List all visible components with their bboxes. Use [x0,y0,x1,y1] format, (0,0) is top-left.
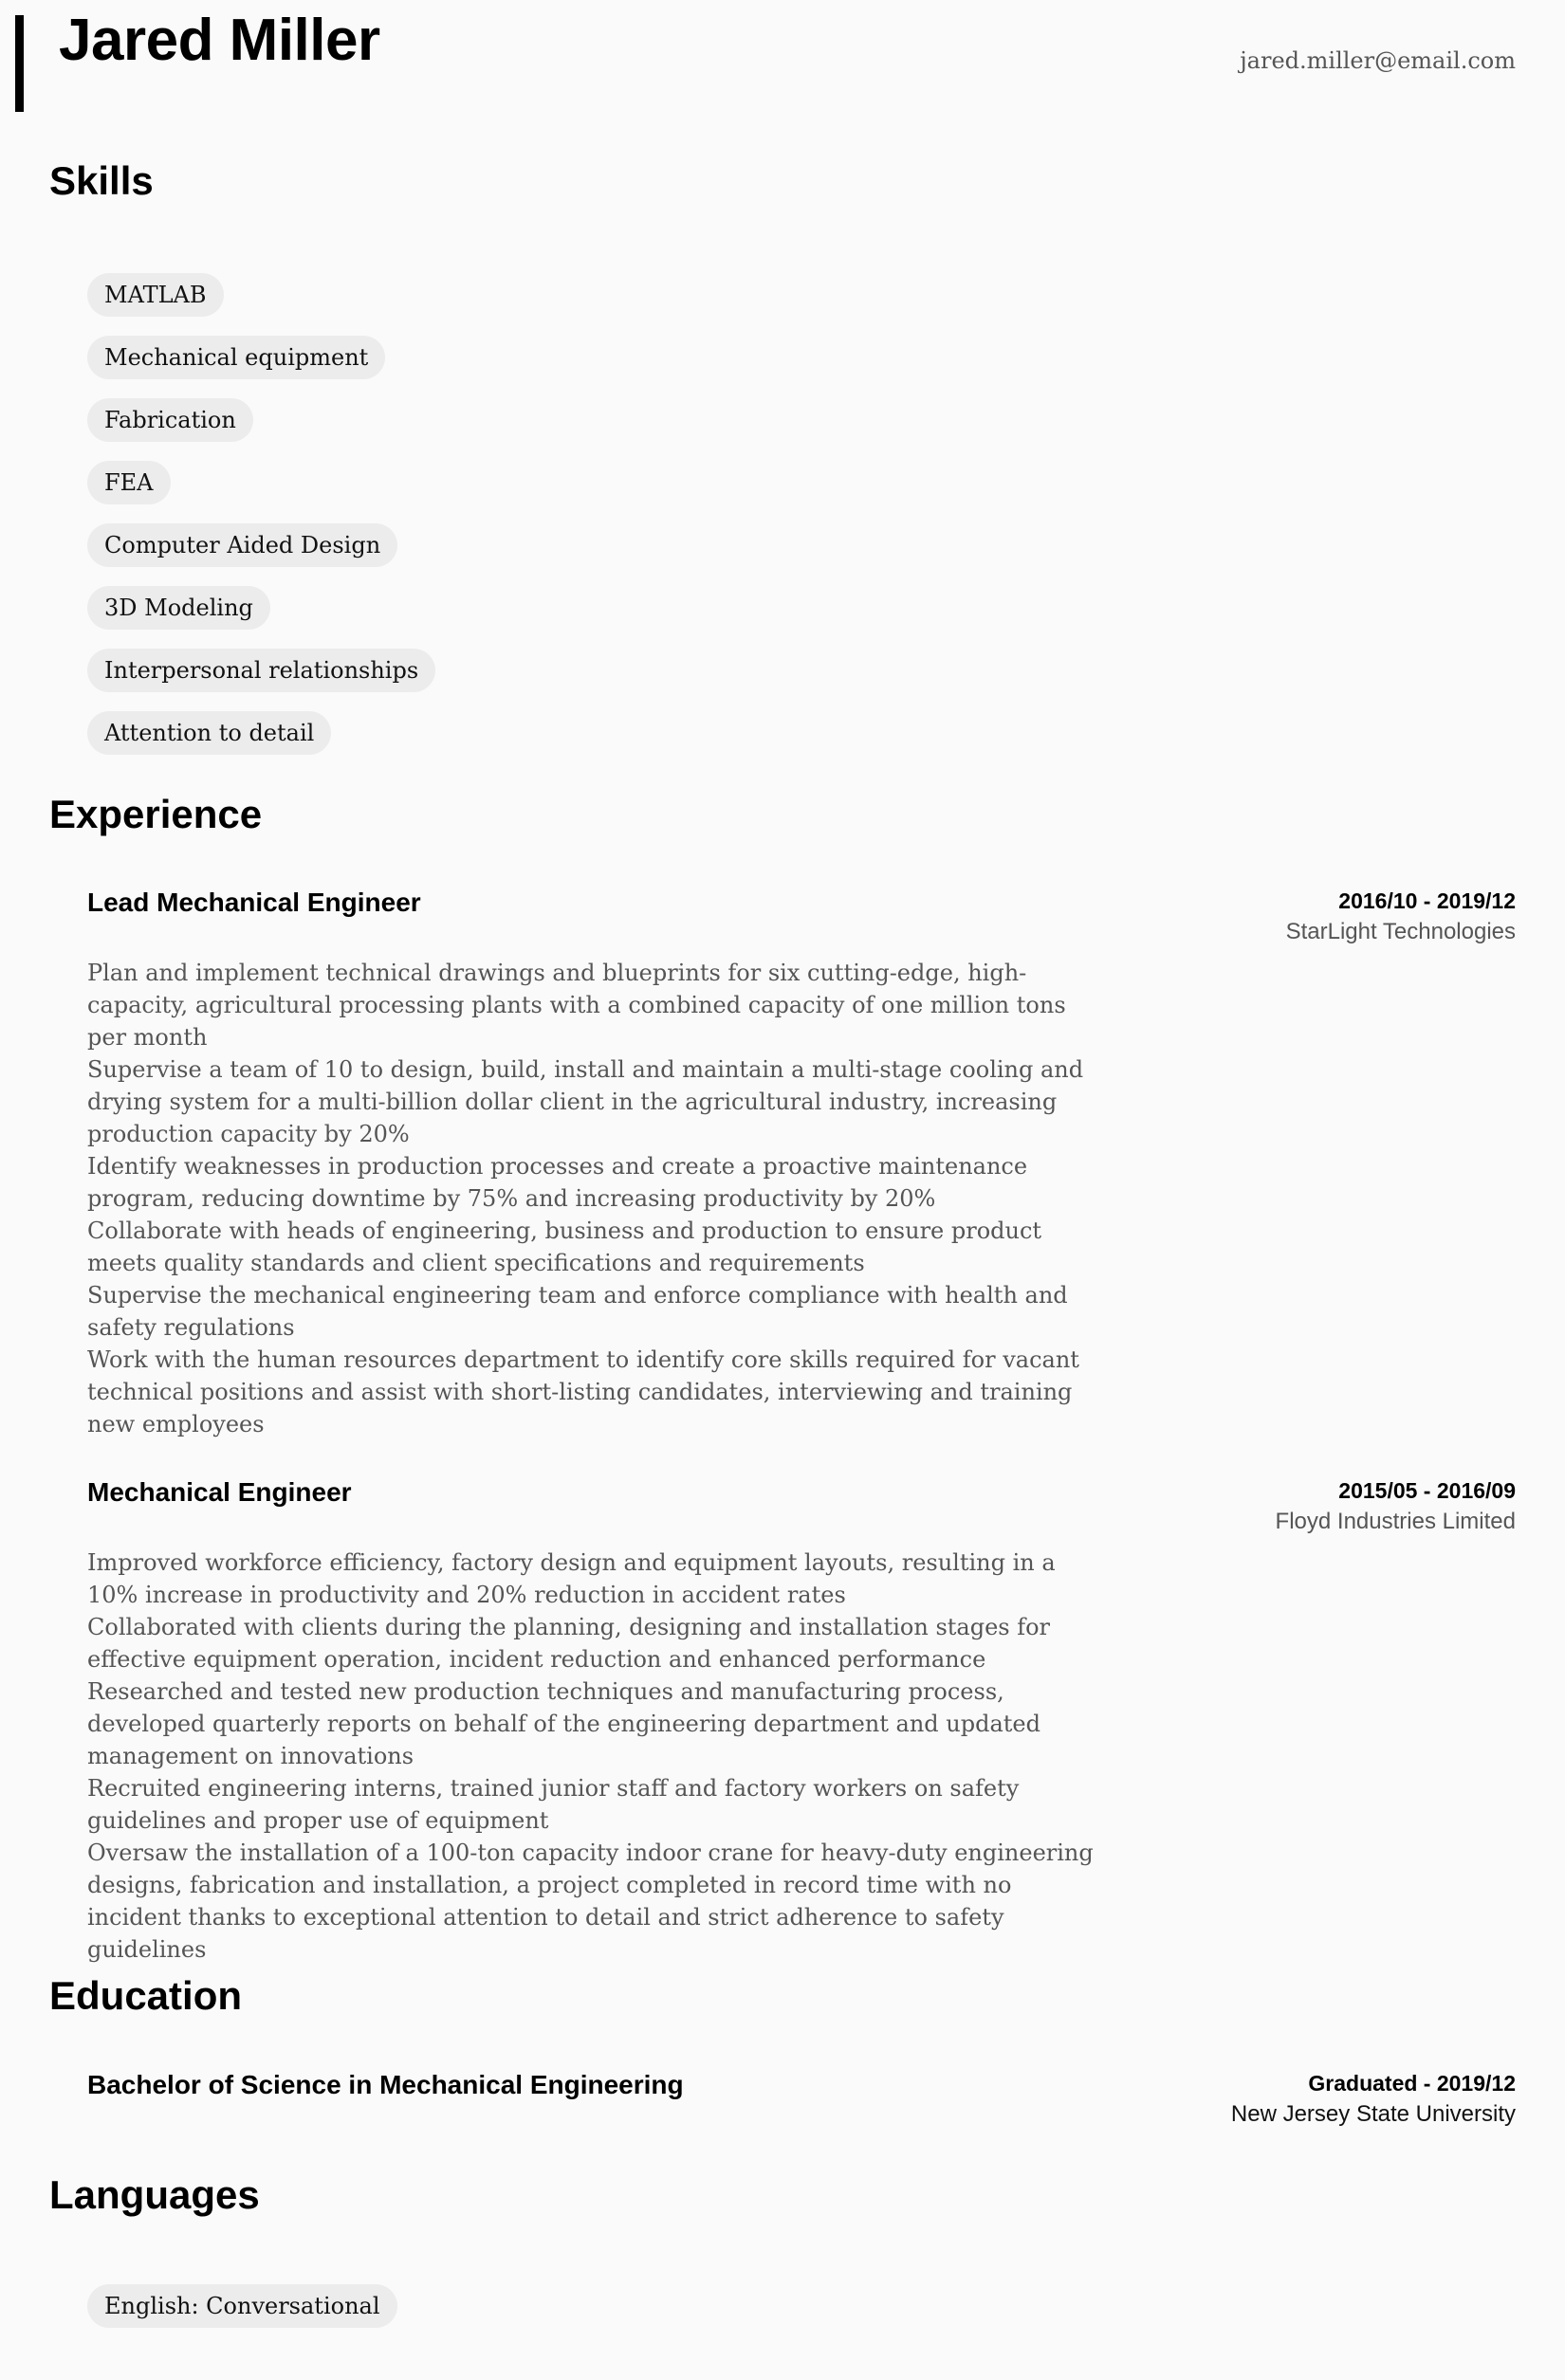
experience-entry [87,1476,1516,1966]
skills-list [87,273,435,774]
job-bullet: Plan and implement technical drawings and blueprints for six cutting-edge, high-capacity, agricultural processing plants with a combined capacity of one million tons per month [87,960,1066,1051]
skill-chip: MATLAB [87,273,224,317]
experience-entry-header [87,1476,1516,1547]
job-bullet: Identify weaknesses in production processes and create a proactive maintenance program, reducing downtime by 75% and increasing productivity by 20% [87,1153,1028,1212]
skill-chip: FEA [87,461,171,504]
skill-chip: 3D Modeling [87,586,270,630]
job-bullet: Oversaw the installation of a 100-ton capacity indoor crane for heavy-duty engineering designs, fabrication and installation, a project completed in record time with no incident thanks to exceptional attention to detail and strict adherence to safety guidelines [87,1840,1094,1963]
education-entry [87,2069,1516,2139]
languages-list [87,2284,397,2347]
job-description [87,1547,1112,1966]
skill-chip: Attention to detail [87,711,331,755]
company-name: Floyd Industries Limited [1275,1509,1516,1534]
job-bullet: Researched and tested new production techniques and manufacturing process, developed quarterly reports on behalf of the engineering department and updated management on innovations [87,1678,1040,1769]
job-bullet: Improved workforce efficiency, factory design and equipment layouts, resulting in a 10% increase in productivity and 20% reduction in accident rates [87,1549,1056,1608]
education-heading: Education [49,1973,243,2018]
header-accent-bar [15,15,24,112]
experience-entry-header [87,887,1516,957]
job-bullet: Work with the human resources department to identify core skills required for vacant technical positions and assist with short-listing candidates, interviewing and training new employees [87,1346,1079,1437]
job-dates: 2015/05 - 2016/09 [1338,1478,1516,1503]
job-description [87,957,1112,1440]
job-bullet: Supervise a team of 10 to design, build, install and maintain a multi-stage cooling and drying system for a multi-billion dollar client in the agricultural industry, increasing production capacity by 20% [87,1056,1084,1147]
job-bullet: Collaborate with heads of engineering, business and production to ensure product meets quality standards and client specifications and requirements [87,1217,1042,1276]
skill-chip: Computer Aided Design [87,523,397,567]
skill-chip: Interpersonal relationships [87,649,435,692]
job-bullet: Recruited engineering interns, trained junior staff and factory workers on safety guidelines and proper use of equipment [87,1775,1020,1834]
job-title: Lead Mechanical Engineer [87,888,421,917]
skill-chip: Mechanical equipment [87,336,385,379]
job-bullet: Collaborated with clients during the planning, designing and installation stages for effective equipment operation, incident reduction and enhanced performance [87,1614,1051,1673]
candidate-email[interactable]: jared.miller@email.com [1240,47,1516,74]
language-chip: English: Conversational [87,2284,397,2328]
job-title: Mechanical Engineer [87,1477,352,1507]
job-dates: 2016/10 - 2019/12 [1338,888,1516,913]
company-name: StarLight Technologies [1285,919,1516,944]
degree-title: Bachelor of Science in Mechanical Engineering [87,2070,684,2099]
school-name: New Jersey State University [1230,2101,1516,2127]
experience-entry [87,887,1516,1440]
skills-heading: Skills [49,158,154,203]
skill-chip: Fabrication [87,398,253,442]
education-entry-header [87,2069,1516,2139]
languages-heading: Languages [49,2172,260,2217]
candidate-name: Jared Miller [59,8,380,73]
job-bullet: Supervise the mechanical engineering team and enforce compliance with health and safety regulations [87,1282,1068,1341]
graduation-date: Graduated - 2019/12 [1308,2071,1516,2096]
experience-heading: Experience [49,792,263,836]
